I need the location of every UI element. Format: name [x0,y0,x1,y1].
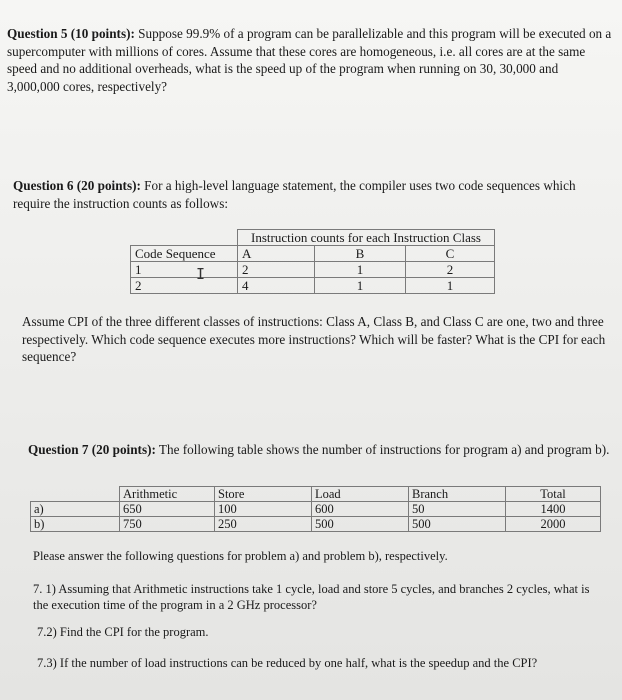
table-cell: 1400 [506,502,601,517]
table-row [131,230,495,246]
question-6-paragraph [13,177,608,212]
question-6 [13,177,608,212]
question-5-heading: Question 5 (10 points): [7,26,135,41]
question-6-text: For a high-level language statement, the compiler uses two code sequences which require the instruction counts as follows: [13,178,576,211]
table-cell: 1 [315,262,406,278]
table-cell: 250 [215,517,312,532]
question-7-2 [37,624,597,640]
text-cursor-icon: I [196,265,206,283]
table-row [131,246,495,262]
question-7-3 [37,655,607,671]
question-7-text: The following table shows the number of instructions for program a) and program b). [158,442,610,457]
table-header-cell: Total [506,487,601,502]
question-7-1 [33,581,598,613]
table-row [31,502,601,517]
table-header-cell: A [238,246,315,262]
table-cell: 100 [215,502,312,517]
program-instructions-table [30,486,601,532]
question-7-1-text: 7. 1) Assuming that Arithmetic instructions take 1 cycle, load and store 5 cycles, and branches 2 cycles, what is the execution time of the program in a 2 GHz processor? [33,582,590,612]
table-header-cell: B [315,246,406,262]
question-5 [7,25,612,95]
table-row [131,262,495,278]
table-cell: 1 [131,262,238,278]
table-header-cell: Load [312,487,409,502]
table-cell: 1 [315,278,406,294]
instruction-counts-table [130,229,495,294]
question-7-2-text: 7.2) Find the CPI for the program. [37,625,209,639]
table-header-cell: Arithmetic [120,487,215,502]
table-cell-empty [131,230,238,246]
table-cell: 2 [238,262,315,278]
question-7-3-text: 7.3) If the number of load instructions can be reduced by one half, what is the speedup and the CPI? [37,656,538,670]
table-cell: 2 [406,262,495,278]
table-header-cell: C [406,246,495,262]
table-cell: 600 [312,502,409,517]
merged-header-cell: Instruction counts for each Instruction Class [238,230,495,246]
table-header-cell: Branch [409,487,506,502]
table-header-cell: Store [215,487,312,502]
table-header-cell: Code Sequence [131,246,238,262]
table-cell: 2000 [506,517,601,532]
question-7 [28,441,613,459]
table-cell: 500 [312,517,409,532]
table-cell: 500 [409,517,506,532]
question-6-assume [22,313,607,366]
table-row [31,517,601,532]
table-cell: 4 [238,278,315,294]
question-6-assume-text: Assume CPI of the three different classes of instructions: Class A, Class B, and Class C are one, two and three respectively. Which code sequence executes more instructions? Which will be faster? What is the CPI for each sequence? [22,314,606,364]
table-row [131,278,495,294]
question-7-instructions [33,548,593,564]
question-7-please-text: Please answer the following questions for problem a) and problem b), respectively. [33,549,448,563]
question-5-paragraph [7,25,612,95]
question-7-heading: Question 7 (20 points): [28,442,156,457]
question-5-text: Suppose 99.9% of a program can be parallelizable and this program will be executed on a supercomputer with millions of cores. Assume that these cores are homogeneous, i.e. all cores are at the same speed and no additional overheads, what is the speed up of the program when running on 30, 30,000 and 3,000,000 cores, respectively? [7,26,612,94]
table-cell: 650 [120,502,215,517]
table-row [31,487,601,502]
table-cell: 2 [131,278,238,294]
table-cell: 750 [120,517,215,532]
question-7-paragraph [28,441,613,459]
table-cell: 50 [409,502,506,517]
table-cell: 1 [406,278,495,294]
question-6-heading: Question 6 (20 points): [13,178,141,193]
table-cell: a) [31,502,120,517]
table-header-cell [31,487,120,502]
table-cell: b) [31,517,120,532]
